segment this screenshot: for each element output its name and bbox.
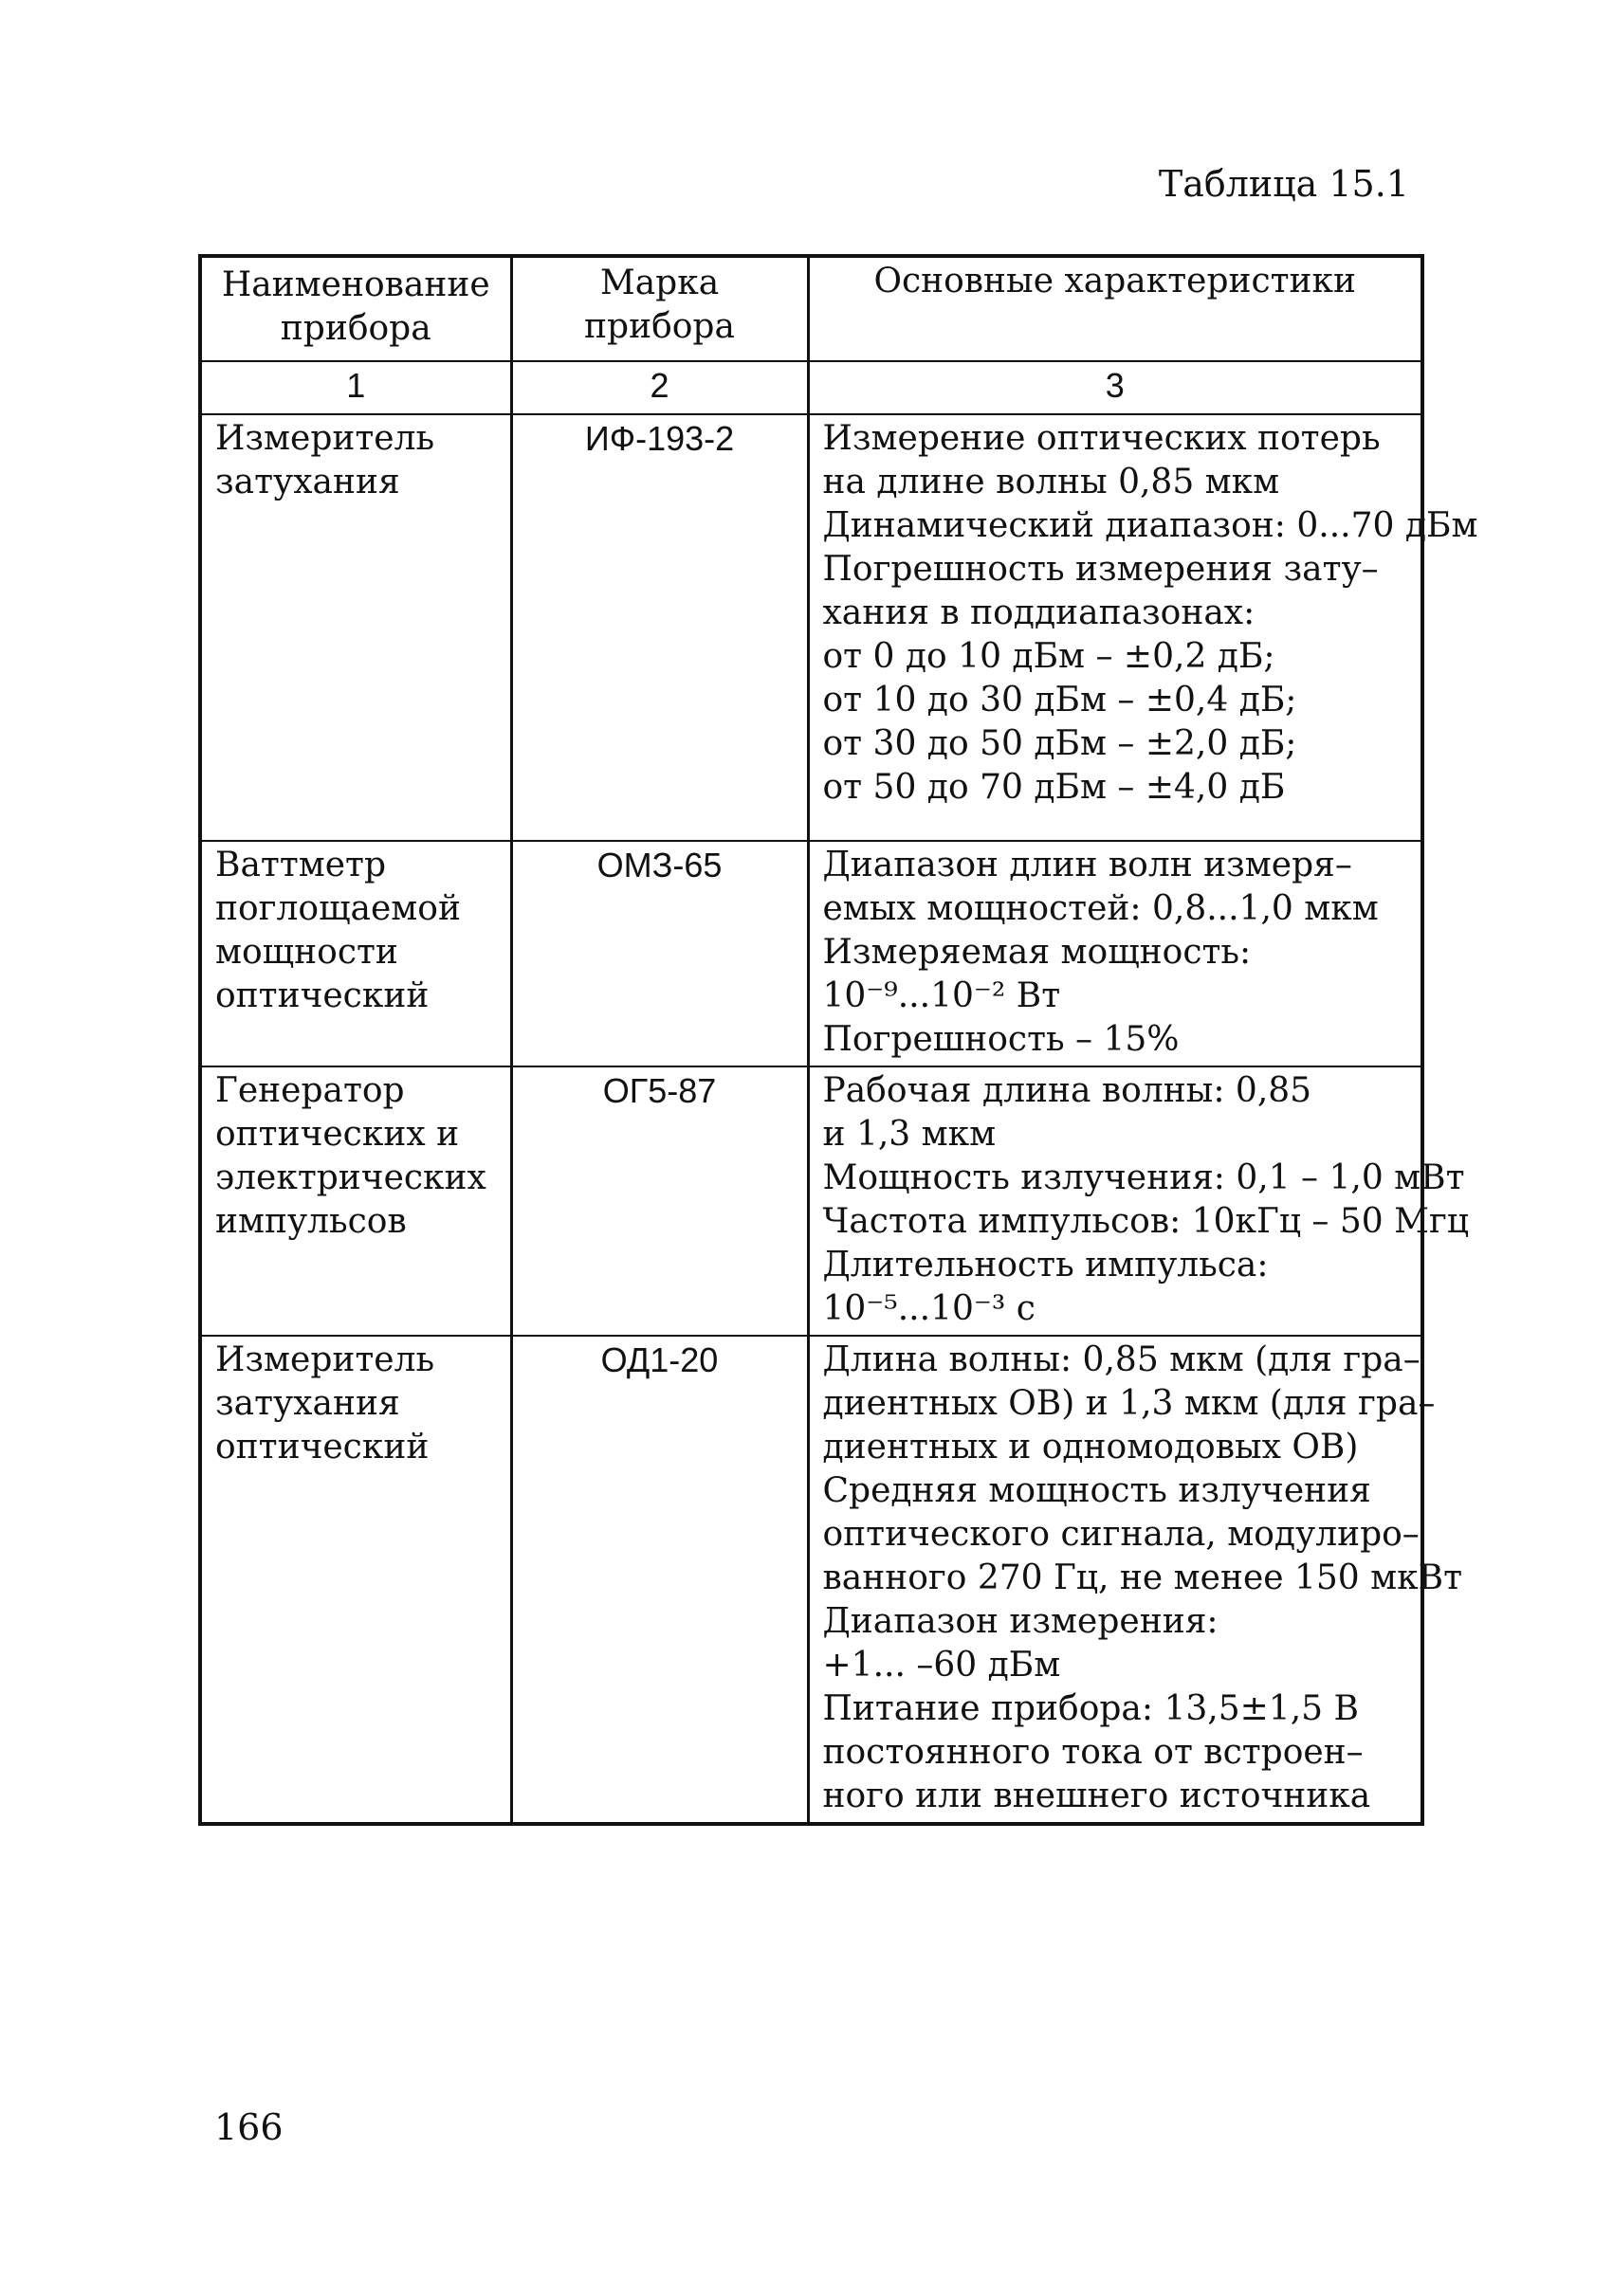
spec-line: постоянного тока от встроен– [822, 1733, 1364, 1772]
device-name-line: поглощаемой [215, 889, 461, 928]
spec-line: оптического сигнала, модулиро– [822, 1515, 1420, 1554]
spec-line: от 30 до 50 дБм – ±2,0 дБ; [822, 724, 1297, 763]
device-name-cell [200, 841, 511, 1066]
device-name-cell [200, 1066, 511, 1336]
device-name-cell [200, 414, 511, 841]
device-name-cell [200, 1336, 511, 1824]
device-name-line: Ваттметр [215, 846, 387, 884]
device-model-cell: ОМЗ-65 [511, 841, 808, 1066]
header-device-name: Наименование прибора [200, 256, 511, 361]
device-name-line: оптических и [215, 1115, 460, 1154]
device-name-line: оптический [215, 1428, 430, 1467]
spec-line: ного или внешнего источника [822, 1777, 1371, 1815]
device-name-line: затухания [215, 463, 400, 501]
header-device-model: Марка прибора [511, 256, 808, 361]
device-name-line: импульсов [215, 1202, 407, 1241]
spec-line: Частота импульсов: 10кГц – 50 Мгц [822, 1202, 1469, 1241]
device-model-cell: ОД1-20 [511, 1336, 808, 1824]
page-number: 166 [214, 2106, 284, 2148]
spec-line: Длина волны: 0,85 мкм (для гра– [822, 1340, 1421, 1379]
spec-line: Диапазон длин волн измеря– [822, 846, 1352, 884]
device-name-line: Измеритель [215, 1340, 435, 1379]
device-name-line: Генератор [215, 1071, 405, 1110]
spec-line: на длине волны 0,85 мкм [822, 463, 1280, 501]
characteristics-cell [808, 414, 1478, 841]
spec-line: от 0 до 10 дБм – ±0,2 дБ; [822, 637, 1275, 676]
spec-line: от 50 до 70 дБм – ±4,0 дБ [822, 768, 1286, 807]
spec-line: диентных и одномодовых ОВ) [822, 1428, 1359, 1467]
spec-line: Измеряемая мощность: [822, 933, 1252, 972]
spec-line: Длительность импульса: [822, 1246, 1269, 1285]
spec-line: Диапазон измерения: [822, 1602, 1219, 1641]
column-number: 2 [511, 361, 808, 414]
device-model-cell: ОГ5-87 [511, 1066, 808, 1336]
device-name-line: Измеритель [215, 419, 435, 458]
device-name-line: электрических [215, 1158, 486, 1197]
spec-line: Мощность излучения: 0,1 – 1,0 мВт [822, 1158, 1465, 1197]
characteristics-cell [808, 1336, 1463, 1824]
spec-line: Средняя мощность излучения [822, 1471, 1371, 1510]
spec-line: 10⁻⁵...10⁻³ с [822, 1289, 1036, 1328]
spec-line: Погрешность – 15% [822, 1020, 1180, 1059]
spec-line: диентных ОВ) и 1,3 мкм (для гра– [822, 1384, 1436, 1423]
spec-line: Динамический диапазон: 0...70 дБм [822, 506, 1478, 545]
device-name-line: мощности [215, 933, 398, 972]
spec-line: емых мощностей: 0,8...1,0 мкм [822, 889, 1379, 928]
spec-line: Погрешность измерения зату– [822, 550, 1379, 589]
table-row [200, 841, 1422, 1066]
spec-line: Питание прибора: 13,5±1,5 В [822, 1689, 1359, 1728]
table-row [200, 1066, 1422, 1336]
characteristics-cell [808, 841, 1422, 1066]
table-caption: Таблица 15.1 [1158, 163, 1409, 205]
spec-line: и 1,3 мкм [822, 1115, 997, 1154]
equipment-table [198, 254, 1478, 1826]
spec-line: 10⁻⁹...10⁻² Вт [822, 976, 1061, 1015]
device-name-line: оптический [215, 976, 430, 1015]
spec-line: от 10 до 30 дБм – ±0,4 дБ; [822, 681, 1297, 720]
spec-line: Рабочая длина волны: 0,85 [822, 1071, 1312, 1110]
spec-line: Измерение оптических потерь [822, 419, 1381, 458]
device-model-cell: ИФ-193-2 [511, 414, 808, 841]
table-row [200, 1336, 1422, 1824]
table-header-row [200, 256, 1422, 361]
characteristics-cell [808, 1066, 1469, 1336]
spec-line: +1... –60 дБм [822, 1646, 1061, 1685]
table-row [200, 414, 1422, 841]
column-numbers-row [200, 361, 1422, 414]
column-number: 1 [200, 361, 511, 414]
spec-line: ванного 270 Гц, не менее 150 мкВт [822, 1558, 1463, 1597]
column-number: 3 [808, 361, 1422, 414]
device-name-line: затухания [215, 1384, 400, 1423]
header-characteristics: Основные характеристики [808, 256, 1422, 361]
spec-line: хания в поддиапазонах: [822, 593, 1256, 632]
